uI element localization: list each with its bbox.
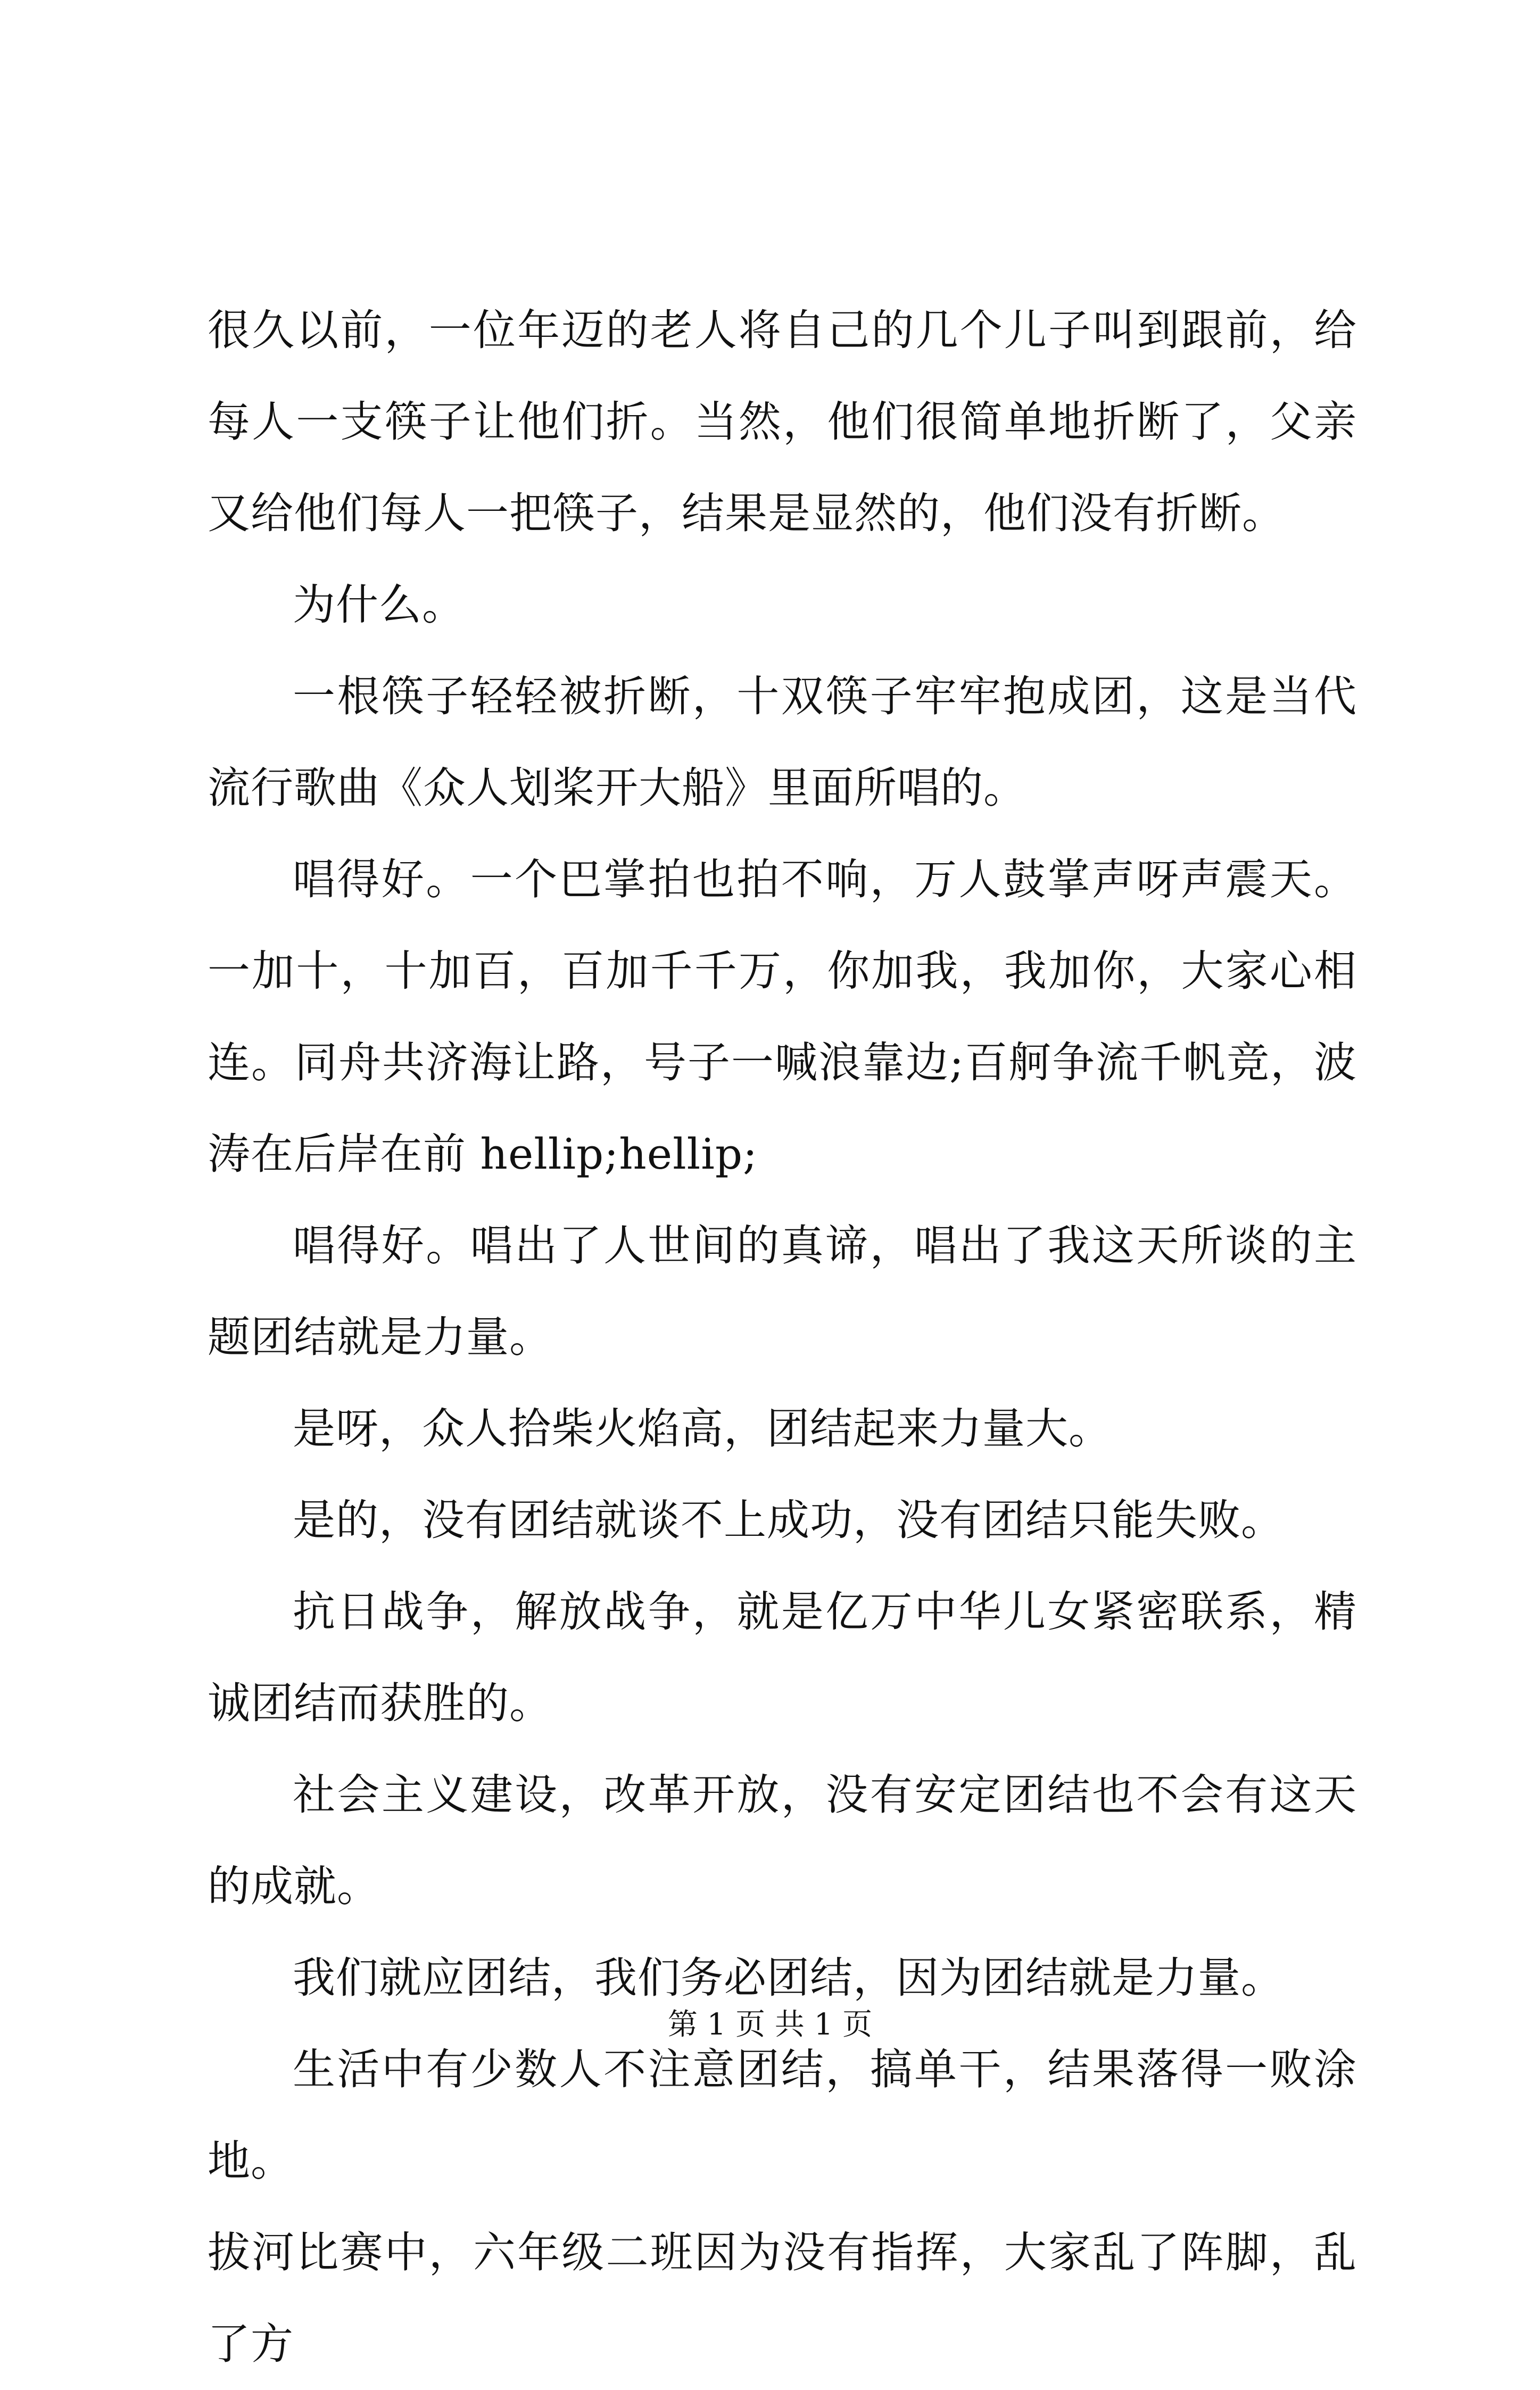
paragraph-counter-example: 生活中有少数人不注意团结，搞单干，结果落得一败涂地。 [208,2045,1357,2186]
paragraph-song-lyrics: 唱得好。一个巴掌拍也拍不响，万人鼓掌声呀声震天。一加十，十加百，百加千千万，你加我，我加你，大家心相连。同舟共济海让路，号子一喊浪靠边;百舸争流千帆竞，波涛在后岸在前 hellip;hellip; [208,855,1357,1179]
paragraph-theme: 唱得好。唱出了人世间的真谛，唱出了我这天所谈的主题团结就是力量。 [208,1221,1357,1362]
paragraph-war: 抗日战争，解放战争，就是亿万中华儿女紧密联系，精诚团结而获胜的。 [208,1587,1357,1728]
paragraph-why: 为什么。 [293,580,465,630]
paragraph-proverb: 是呀，众人拾柴火焰高，团结起来力量大。 [293,1404,1112,1453]
paragraph-story-opening: 很久以前，一位年迈的老人将自己的几个儿子叫到跟前，给每人一支筷子让他们折。当然，他们很简单地折断了，父亲又给他们每人一把筷子，结果是显然的，他们没有折断。 [208,305,1357,538]
paragraph-must-unite: 我们就应团结，我们务必团结，因为团结就是力量。 [293,1953,1284,2003]
paragraph-reform: 社会主义建设，改革开放，没有安定团结也不会有这天的成就。 [208,1770,1357,1911]
paragraph-success: 是的，没有团结就谈不上成功，没有团结只能失败。 [293,1495,1284,1545]
document-body [208,285,1357,2390]
paragraph-song-quote: 一根筷子轻轻被折断，十双筷子牢牢抱成团，这是当代流行歌曲《众人划桨开大船》里面所唱的。 [208,672,1357,813]
page-footer: 第 1 页 共 1 页 [667,2007,873,2042]
paragraph-tug-of-war: 拔河比赛中，六年级二班因为没有指挥，大家乱了阵脚，乱了方 [208,2228,1357,2369]
